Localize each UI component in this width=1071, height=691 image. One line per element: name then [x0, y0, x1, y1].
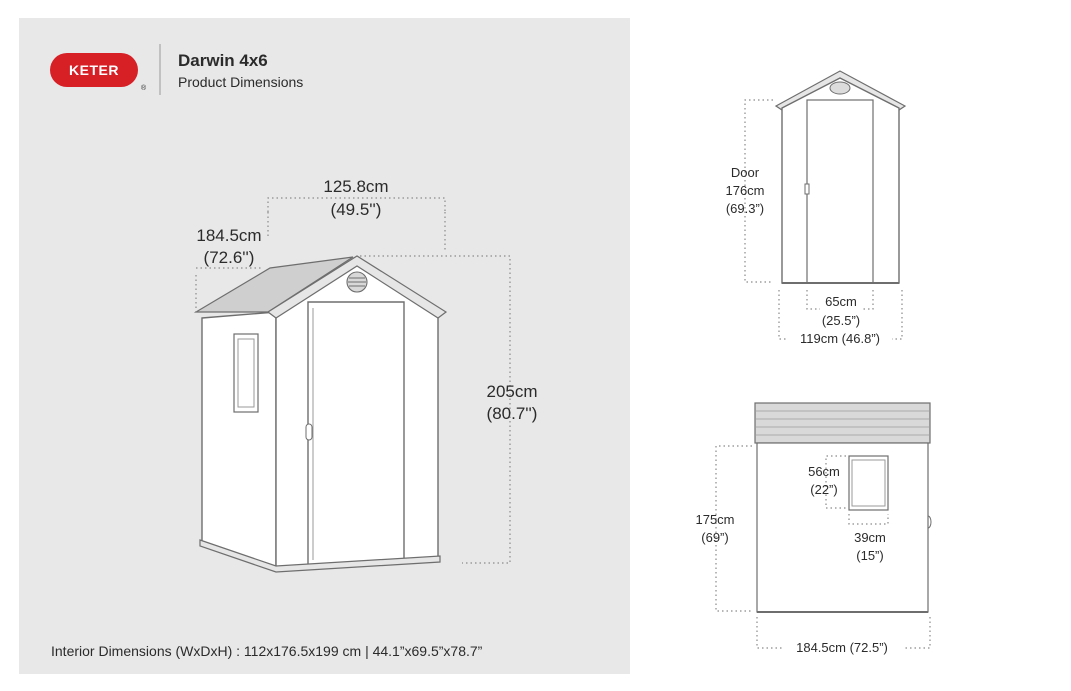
side-elevation-drawing — [755, 403, 931, 612]
door-height-in: (69.3”) — [725, 201, 765, 216]
window-width-in: (15”) — [856, 548, 884, 563]
door-height-cm: 176cm — [725, 183, 765, 198]
svg-text:KETER: KETER — [69, 62, 119, 78]
main-depth-cm: 184.5cm — [196, 226, 262, 245]
side-overall-depth: 184.5cm (72.5”) — [796, 640, 888, 655]
door-width-cm: 65cm — [825, 294, 857, 309]
main-depth-in: (72.6'') — [203, 248, 255, 267]
main-height-in: (80.7'') — [486, 404, 538, 423]
front-overall-width: 119cm (46.8”) — [800, 331, 880, 346]
product-subtitle: Product Dimensions — [178, 74, 304, 90]
window-height-cm: 56cm — [808, 464, 840, 479]
interior-dimensions: Interior Dimensions (WxDxH) : 112x176.5x199 cm | 44.1”x69.5”x78.7” — [51, 643, 483, 659]
main-width-cm: 125.8cm — [323, 177, 389, 196]
main-width-in: (49.5'') — [330, 200, 382, 219]
product-title: Darwin 4x6 — [178, 51, 268, 70]
shed-perspective-drawing — [196, 256, 446, 572]
door-label: Door — [730, 165, 760, 180]
wall-height-in: (69”) — [701, 530, 729, 545]
wall-height-cm: 175cm — [695, 512, 735, 527]
svg-text:®: ® — [141, 85, 147, 92]
front-elevation-drawing — [776, 71, 905, 283]
door-width-in: (25.5”) — [821, 313, 861, 328]
main-height-cm: 205cm — [486, 382, 538, 401]
window-height-in: (22”) — [810, 482, 838, 497]
window-width-cm: 39cm — [854, 530, 886, 545]
